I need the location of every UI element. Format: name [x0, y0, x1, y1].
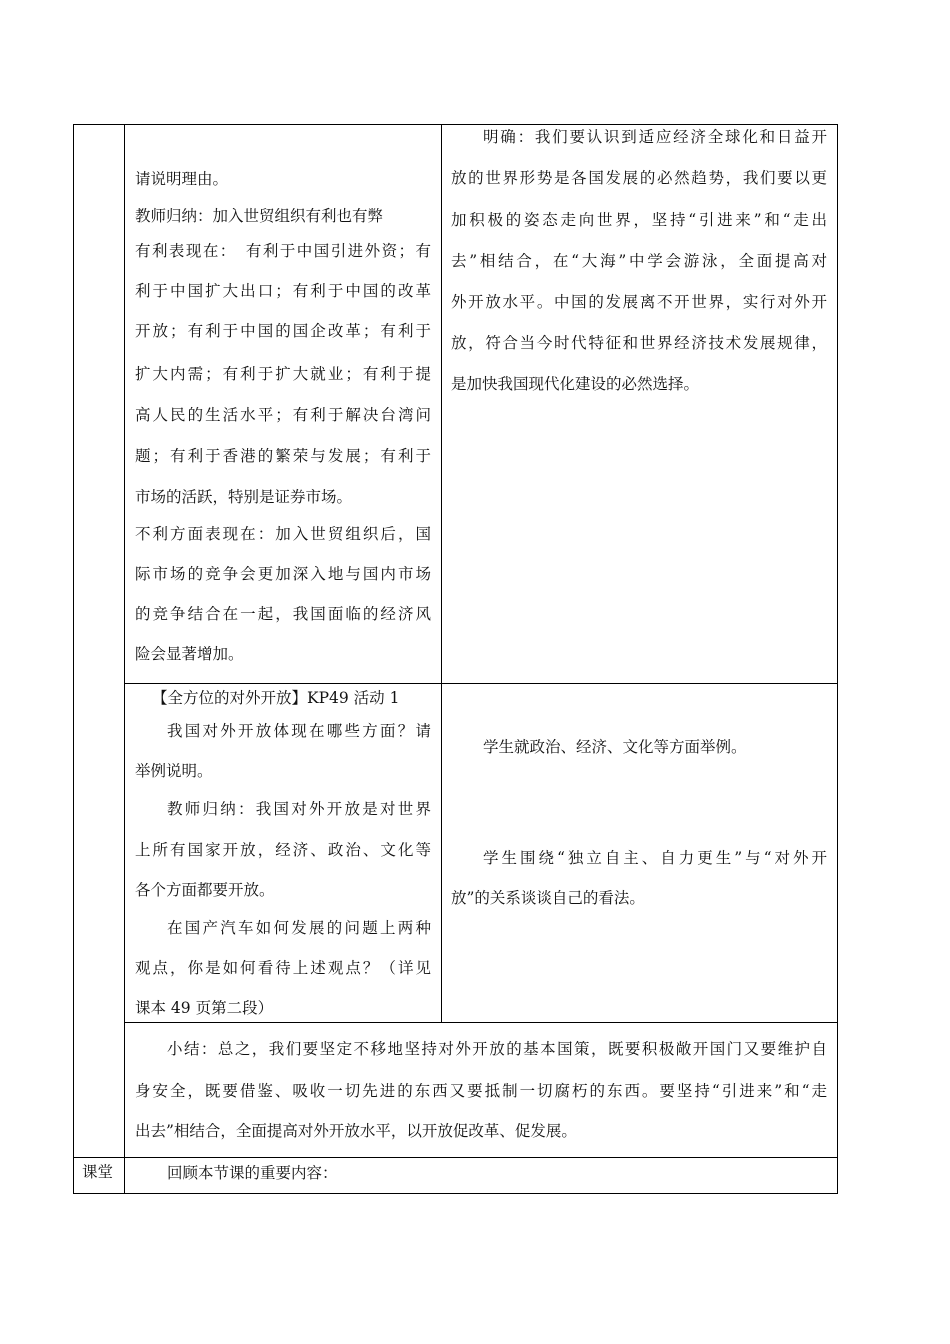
text-line: 是加快我国现代化建设的必然选择。 [451, 375, 700, 393]
text-line: 市场的活跃，特别是证券市场。 [135, 488, 353, 506]
text-line: 上所有国家开放，经济、政治、文化等 [135, 841, 431, 859]
table-border-bottom [73, 1193, 838, 1194]
text-line: 题；有利于香港的繁荣与发展；有利于 [135, 447, 431, 465]
table-border-right [837, 124, 838, 1194]
table-divider-summary [124, 1022, 838, 1023]
text-line: 有利表现在： 有利于中国引进外资；有 [135, 242, 431, 260]
text-line: 请说明理由。 [135, 170, 229, 188]
table-divider-section2 [124, 683, 838, 684]
summary-line: 身安全，既要借鉴、吸收一切先进的东西又要抵制一切腐朽的东西。要坚持“引进来”和“走 [135, 1082, 827, 1100]
section-heading: 【全方位的对外开放】KP49 活动 1 [152, 689, 400, 707]
text-line: 利于中国扩大出口；有利于中国的改革 [135, 282, 431, 300]
text-line: 放的世界形势是各国发展的必然趋势，我们要以更 [451, 169, 827, 187]
text-line: 高人民的生活水平；有利于解决台湾问 [135, 406, 431, 424]
text-line: 加积极的姿态走向世界，坚持“引进来”和“走出 [451, 211, 827, 229]
text-line: 扩大内需；有利于扩大就业；有利于提 [135, 365, 431, 383]
table-border-left [73, 124, 74, 1194]
table-column-divider-2 [441, 124, 442, 1023]
text-line: 开放；有利于中国的国企改革；有利于 [135, 322, 431, 340]
text-line: 外开放水平。中国的发展离不开世界，实行对外开 [451, 293, 827, 311]
text-line: 在国产汽车如何发展的问题上两种 [167, 919, 431, 937]
text-line: 观点，你是如何看待上述观点？（详见 [135, 959, 431, 977]
text-line: 学生围绕“独立自主、自力更生”与“对外开 [483, 849, 827, 867]
text-line: 各个方面都要开放。 [135, 881, 275, 899]
text-line: 际市场的竞争会更加深入地与国内市场 [135, 565, 431, 583]
text-line: 不利方面表现在：加入世贸组织后，国 [135, 525, 431, 543]
text-line: 教师归纳：我国对外开放是对世界 [167, 800, 431, 818]
text-line: 明确：我们要认识到适应经济全球化和日益开 [483, 128, 827, 146]
text-line: 举例说明。 [135, 762, 213, 780]
text-line: 去”相结合，在“大海”中学会游泳，全面提高对 [451, 252, 827, 270]
table-border-top [73, 124, 838, 125]
text-line: 教师归纳：加入世贸组织有利也有弊 [135, 207, 384, 225]
text-line: 课本 49 页第二段） [135, 999, 274, 1017]
text-line: 险会显著增加。 [135, 645, 244, 663]
table-column-divider-1 [124, 124, 125, 1194]
classroom-label: 课堂 [82, 1163, 114, 1181]
summary-line: 出去”相结合，全面提高对外开放水平，以开放促改革、促发展。 [135, 1122, 577, 1140]
classroom-review-line: 回顾本节课的重要内容： [167, 1164, 338, 1182]
table-divider-classroom [73, 1157, 838, 1158]
summary-line: 小结：总之，我们要坚定不移地坚持对外开放的基本国策，既要积极敞开国门又要维护自 [167, 1040, 827, 1058]
text-line: 的竞争结合在一起，我国面临的经济风 [135, 605, 431, 623]
text-line: 学生就政治、经济、文化等方面举例。 [483, 738, 747, 756]
text-line: 放，符合当今时代特征和世界经济技术发展规律， [451, 334, 827, 352]
text-line: 我国对外开放体现在哪些方面？请 [167, 722, 431, 740]
text-line: 放”的关系谈谈自己的看法。 [451, 889, 645, 907]
